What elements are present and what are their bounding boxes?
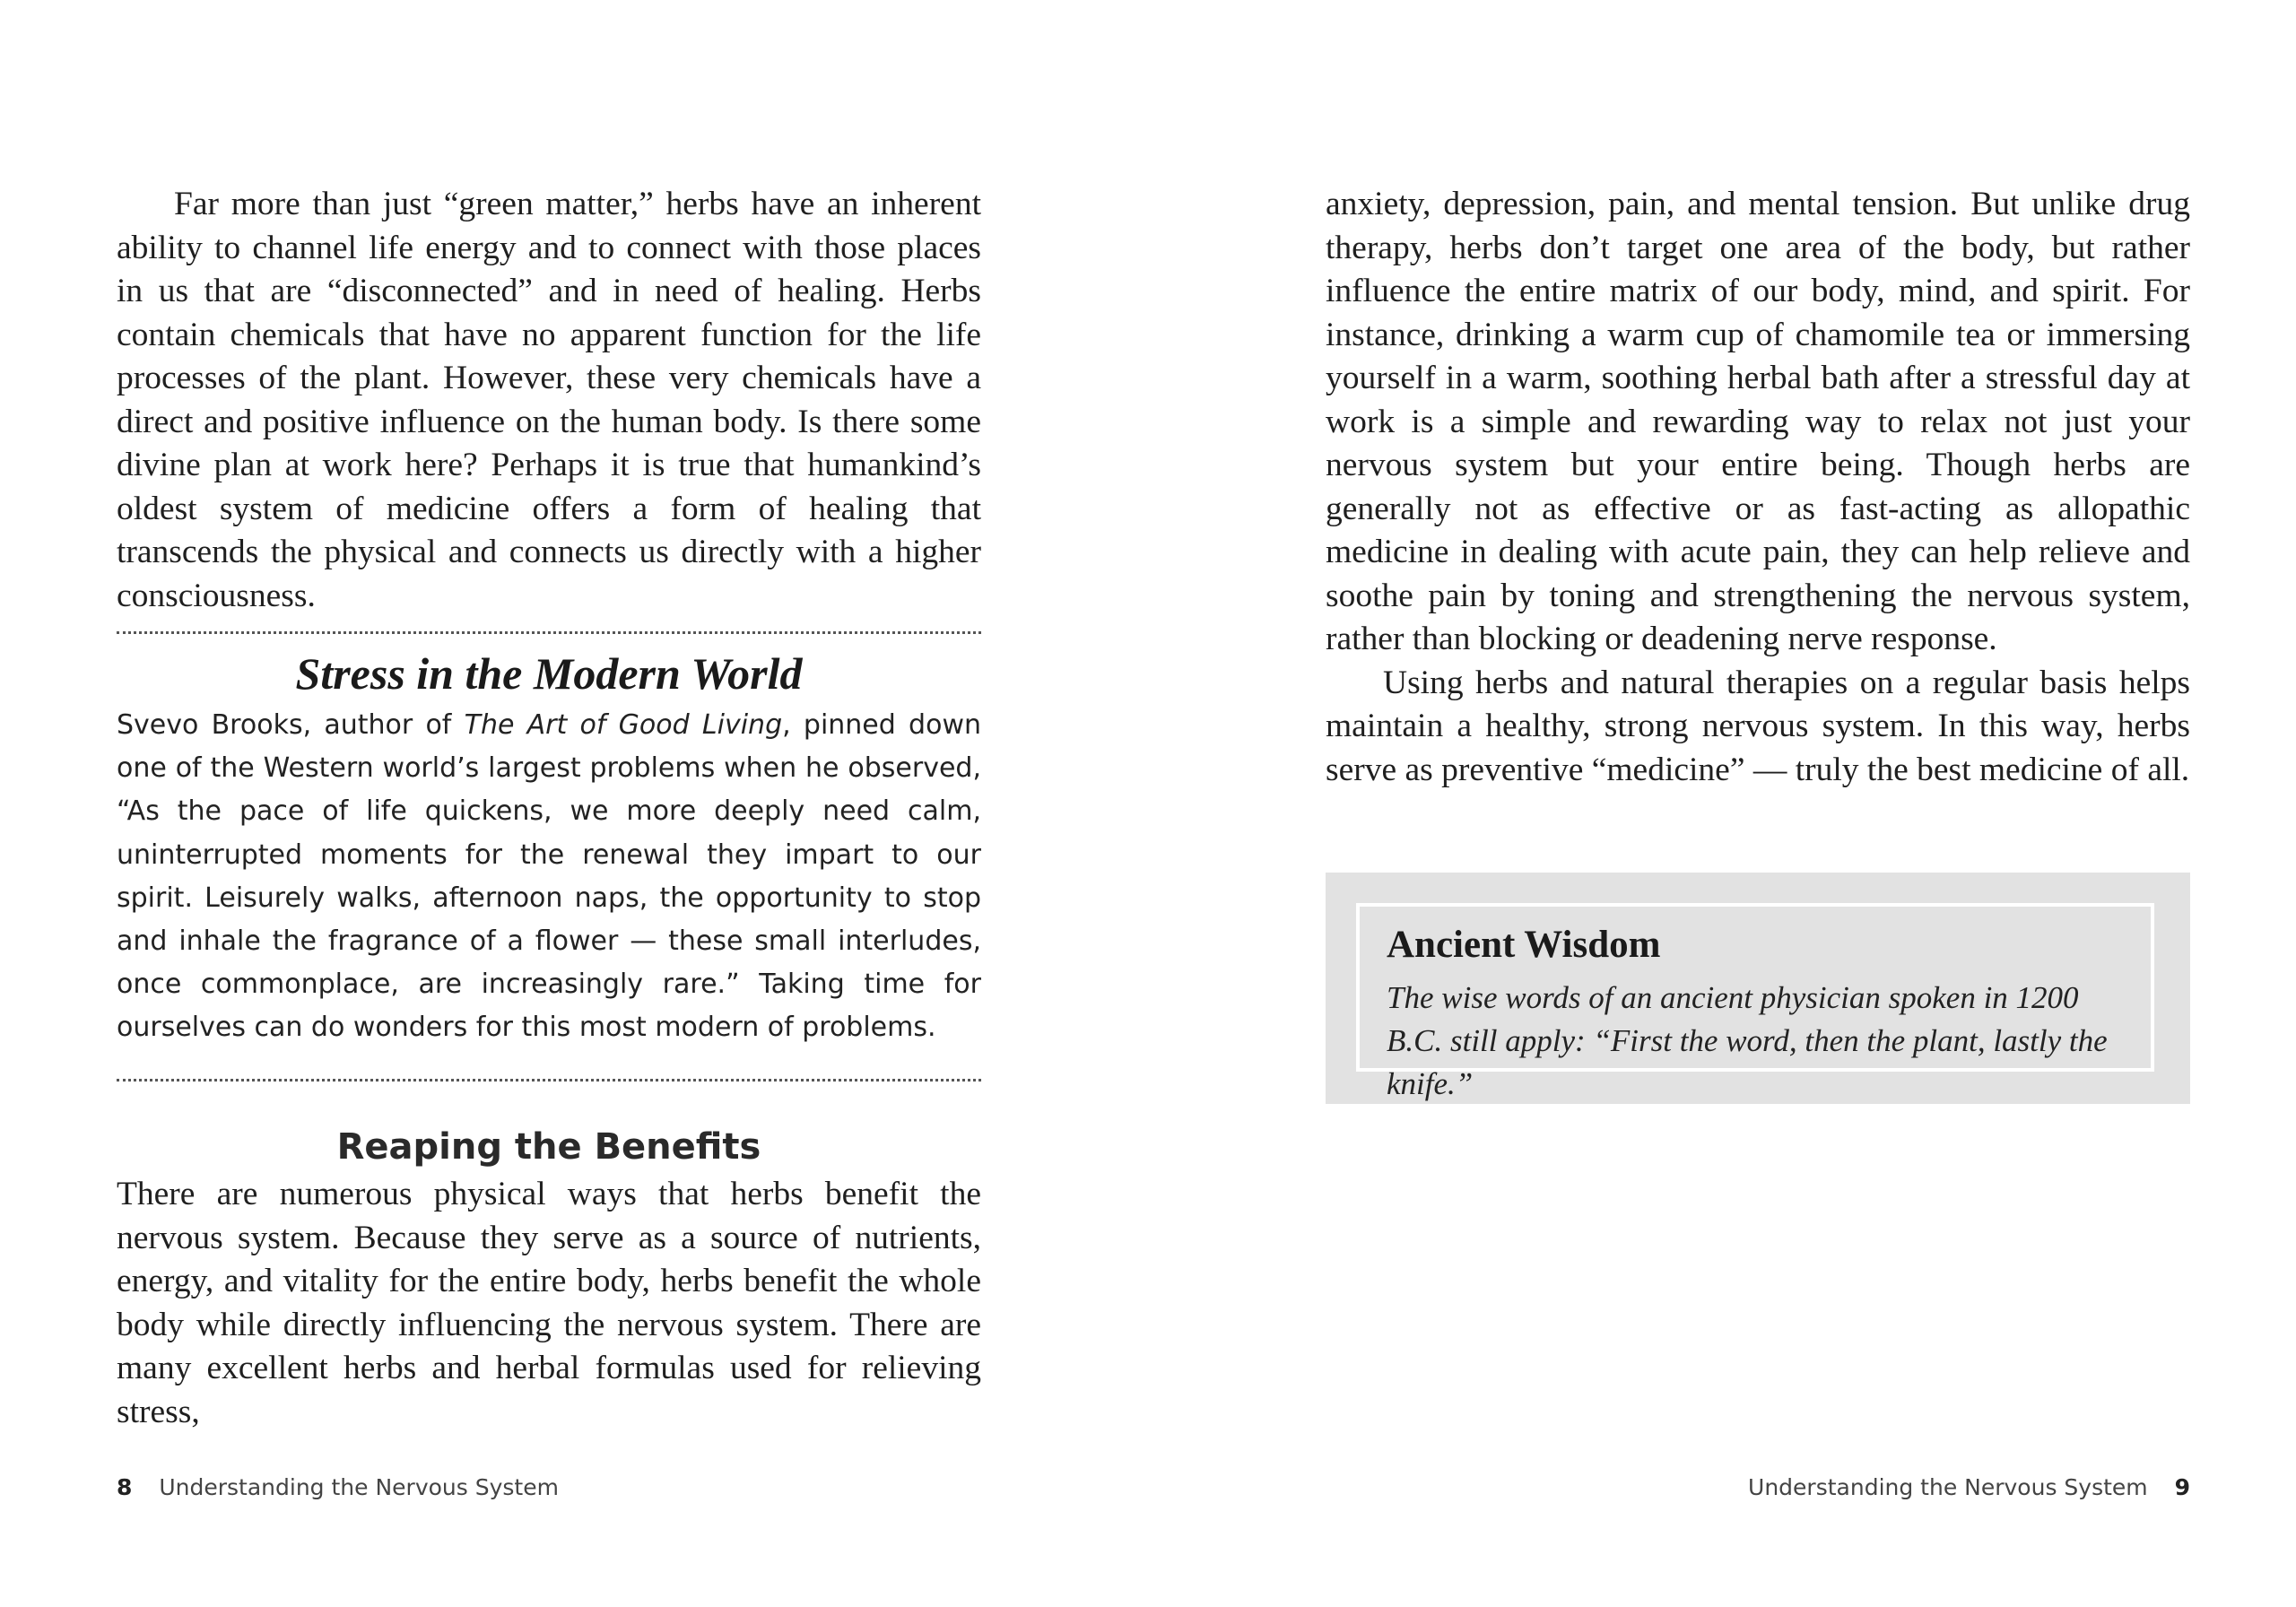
left-footer bbox=[117, 1474, 559, 1500]
intro-text-block bbox=[117, 183, 981, 618]
sidebar-text bbox=[117, 704, 981, 1050]
sidebar-text-start: Svevo Brooks, author of bbox=[117, 709, 465, 741]
intro-paragraph: Far more than just “green matter,” herbs have an inherent ability to channel life energy and to connect with those places in us that are “disconnected” and in need of healing. Herbs contain chemicals that have no apparent function for the life processes of the plant. However, these very chemicals have a direct and positive influence on the human body. Is there some divine plan at work here? Perhaps it is true that humankind’s oldest system of medicine offers a form of healing that transcends the physical and connects us directly with a higher consciousness. bbox=[117, 186, 981, 614]
right-text-block bbox=[1326, 183, 2190, 792]
callout-title: Ancient Wisdom bbox=[1387, 924, 1661, 966]
running-title: Understanding the Nervous System bbox=[159, 1474, 559, 1500]
right-footer bbox=[1748, 1474, 2190, 1500]
running-title: Understanding the Nervous System bbox=[1748, 1474, 2148, 1500]
callout-text: The wise words of an ancient physician spoken in 1200 B.C. still apply: “First the word, then the plant, lastly the knife.” bbox=[1387, 980, 2108, 1101]
callout-box bbox=[1326, 873, 2190, 1104]
right-paragraph-1: anxiety, depression, pain, and mental tension. But unlike drug therapy, herbs don’t target one area of the body, but rather influence the entire matrix of our body, mind, and spirit. For instance, drinking a warm cup of chamomile tea or immersing yourself in a warm, soothing herbal bath after a stressful day at work is a simple and rewarding way to relax not just your nervous system but your entire being. Though herbs are generally not as effective or as fast-acting as allopathic medicine in dealing with acute pain, they can help relieve and soothe pain by toning and strengthening the nervous system, rather than blocking or deadening nerve response. bbox=[1326, 186, 2190, 657]
right-page bbox=[1148, 0, 2296, 1607]
sidebar-top-divider bbox=[117, 631, 981, 634]
sidebar-book-title: The Art of Good Living bbox=[464, 709, 783, 741]
sidebar-text-end: , pinned down one of the Western world’s largest problems when he observed, “As the pace of life quickens, we more deeply need calm, uninterrupted moments for the renewal they impart to our spirit. Leisurely walks, afternoon naps, the opportunity to stop and inhale the fragrance of a flower — these small interludes, once commonplace, are increasingly rare.” Taking time for ourselves can do wonders for this most modern of problems. bbox=[117, 709, 981, 1044]
page-number: 8 bbox=[117, 1474, 133, 1500]
page-number: 9 bbox=[2174, 1474, 2190, 1500]
section-paragraph: There are numerous physical ways that herbs benefit the nervous system. Because they serve as a source of nutrients, energy, and vitality for the entire body, herbs benefit the whole body while directly influencing the nervous system. There are many excellent herbs and herbal formulas used for relieving stress, bbox=[117, 1176, 981, 1430]
section-text-block bbox=[117, 1173, 981, 1434]
sidebar-title: Stress in the Modern World bbox=[295, 648, 803, 699]
right-paragraph-2: Using herbs and natural therapies on a regular basis helps maintain a healthy, strong nervous system. In this way, herbs serve as preventive “medicine” — truly the best medicine of all. bbox=[1326, 664, 2190, 788]
section-heading: Reaping the Benefits bbox=[336, 1126, 761, 1168]
sidebar-bottom-divider bbox=[117, 1079, 981, 1081]
callout-frame bbox=[1356, 903, 2154, 1101]
